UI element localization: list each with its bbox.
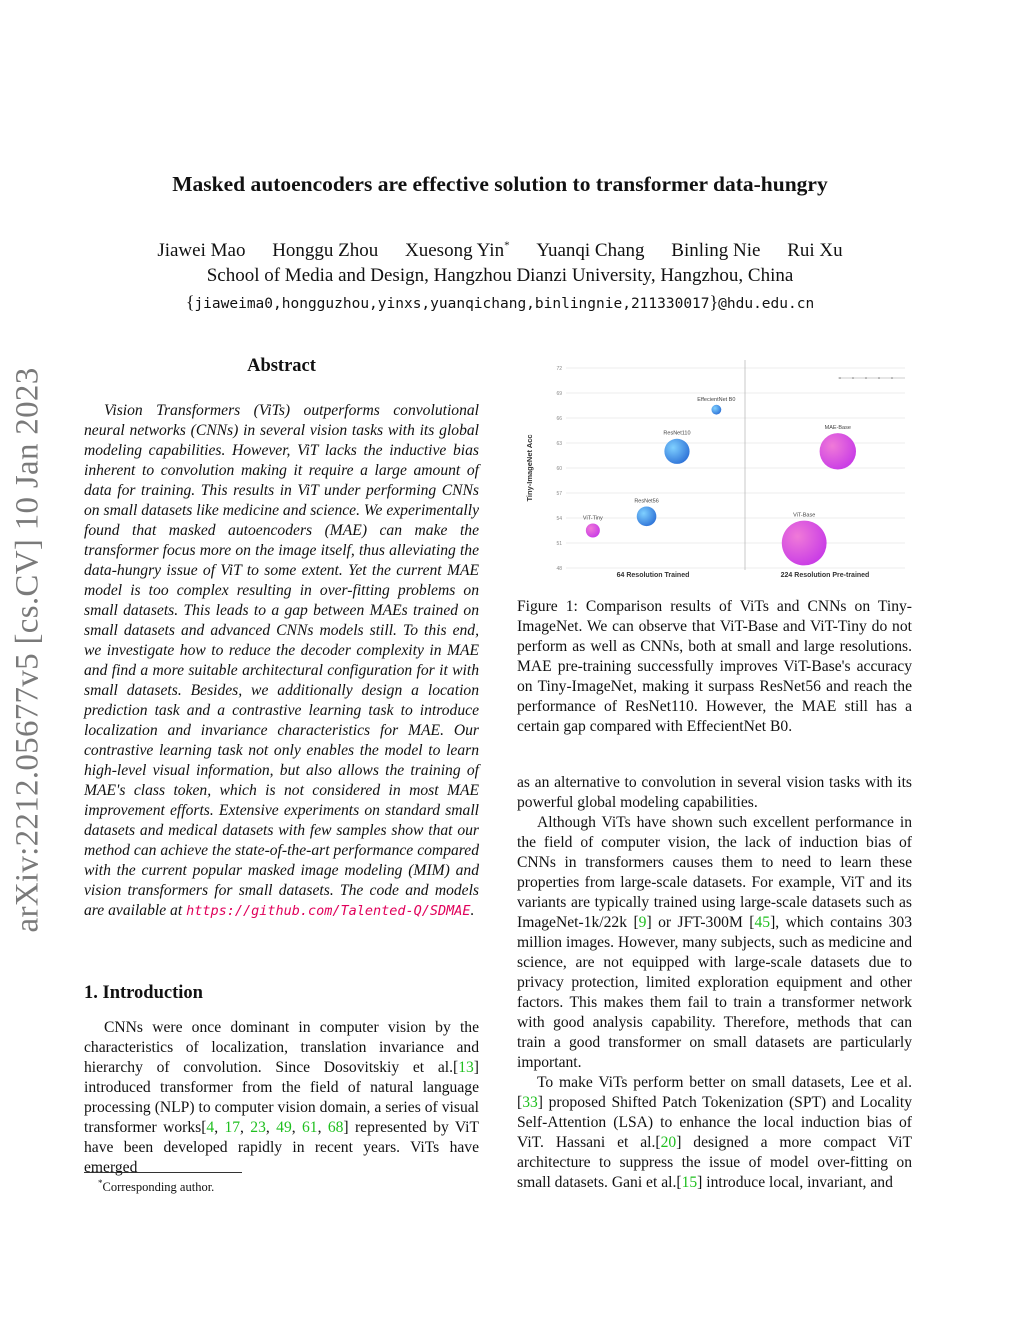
citation-link[interactable]: 15: [681, 1174, 698, 1191]
bubble-label: EffecientNet B0: [697, 396, 736, 403]
chart-gridlines: [566, 368, 905, 568]
author: Xuesong Yin*: [405, 240, 510, 262]
corresponding-mark: *: [504, 240, 510, 252]
y-tick-label: 72: [556, 366, 562, 372]
bubble-label: ResNet56: [634, 498, 659, 505]
chart-legend: [838, 377, 905, 379]
citation-link[interactable]: 45: [754, 914, 771, 931]
author: Jiawei Mao: [157, 240, 246, 262]
abstract-body: Vision Transformers (ViTs) outperforms convolutional neural networks (CNNs) in several vision tasks with its global modeling capabilities. However, ViT lacks the inductive bias inherent to convolution making it require a large amount of data for training. This results in ViT under performing CNNs on small datasets like medicine and science. We experimentally found that masked autoencoders (MAE) can make the transformer focus more on the image itself, thus alleviating the data-hungry issue of ViT to some extent. Yet the current MAE model is too complex resulting in over-fitting problems on small datasets. This leads to a gap between MAEs trained on small datasets and advanced CNNs models still. To this end, we investigate how to reduce the decoder complexity in MAE and find a more suitable architectural configuration for it with small datasets. Besides, we additionally design a location prediction task and a contrastive learning task to introduce localization and invariance characteristics for MAE. Our contrastive learning task not only enables the model to learn high-level visual information, but also allows the training of MAE's class token, which is not considered in most MAE improvement efforts. Extensive experiments on standard small datasets and medical datasets with few samples show that our method can achieve the state-of-the-art performance compared with the current popular masked image modeling (MIM) and vision transformers for small datasets. The code and models are available at https://github.com/Talented-Q/SDMAE.: [84, 402, 479, 919]
citation-link[interactable]: 49: [276, 1119, 292, 1136]
y-tick-label: 48: [556, 566, 562, 572]
y-axis-label: Tiny-ImageNet Acc: [525, 434, 534, 502]
citation-link[interactable]: 68: [327, 1119, 344, 1136]
citation-link[interactable]: 23: [250, 1119, 266, 1136]
bubble-resnet56: [637, 507, 657, 527]
y-tick-label: 66: [556, 416, 562, 422]
figure-caption: Figure 1: Comparison results of ViTs and CNNs on Tiny-ImageNet. We can observe that ViT-Base and ViT-Tiny do not perform as well as CNNs, both at small and large resolutions. MAE pre-training successfully improves ViT-Base's accuracy on Tiny-ImageNet, making it surpass ResNet56 and reach the performance of ResNet110. However, the MAE still has a certain gap compared with EffecientNet B0.: [517, 598, 912, 735]
bubble-vit-tiny: [586, 524, 600, 538]
citation-link[interactable]: 13: [458, 1059, 474, 1076]
paper-title: Masked autoencoders are effective solution to transformer data-hungry: [172, 172, 828, 196]
y-tick-label: 57: [556, 491, 562, 497]
bubble-label: MAE-Base: [824, 425, 851, 432]
citation-link[interactable]: 33: [522, 1094, 538, 1111]
bubble-vit-base: [782, 521, 827, 566]
y-tick-label: 54: [556, 516, 562, 522]
author: Honggu Zhou: [272, 240, 379, 262]
arxiv-sidebar-id: arXiv:2212.05677v5 [cs.CV] 10 Jan 2023: [9, 367, 46, 933]
author: Yuanqi Chang: [536, 240, 645, 262]
bubble-label: ViT-Base: [793, 512, 816, 519]
introduction-body: CNNs were once dominant in computer vision by the characteristics of localization, translation invariance and hierarchy of convolution. Since Dosovitskiy et al.[13] introduced transformer from the field of natural language processing (NLP) to computer vision domain, a series of visual transformer works[4, 17, 23, 49, 61, 68] represented by ViT have been developed rapidly in recent years. ViTs have emerged: [84, 1019, 480, 1176]
figure-1-bubble-chart: [520, 360, 915, 582]
citation-link[interactable]: 17: [224, 1119, 241, 1136]
y-tick-label: 51: [556, 541, 562, 547]
section-heading-introduction: 1. Introduction: [84, 983, 203, 1003]
author: Rui Xu: [787, 240, 843, 262]
y-tick-label: 63: [556, 441, 562, 447]
x-group-label: 224 Resolution Pre-trained: [780, 572, 870, 579]
bubble-effecientnet-b0: [711, 405, 721, 415]
y-tick-label: 60: [556, 466, 562, 472]
citation-link[interactable]: 4: [206, 1119, 215, 1136]
bubble-resnet110: [664, 439, 689, 464]
affiliation: School of Media and Design, Hangzhou Dianzi University, Hangzhou, China: [206, 265, 794, 286]
footnote-rule: [84, 1172, 242, 1173]
citation-link[interactable]: 20: [660, 1134, 677, 1151]
y-tick-label: 69: [556, 391, 562, 397]
x-group-label: 64 Resolution Trained: [616, 572, 690, 579]
author-list: [0, 240, 1000, 262]
bubble-mae-base: [820, 433, 856, 469]
citation-link[interactable]: 61: [301, 1119, 318, 1136]
right-column-body: as an alternative to convolution in several vision tasks with its powerful global modeling capabilities. Although ViTs have shown such excellent performance in the field of computer vision, the lack of induction bias of CNNs in transformers causes them to need to learn these properties from large-scale datasets. For example, ViT and its variants are typically trained using large-scale datasets such as ImageNet-1k/22k [9] or JFT-300M [45], which contains 303 million images. However, many subjects, such as medicine and science, are not equipped with large-scale datasets due to privacy protection, limited exploration equipment and other factors. This makes them fail to train a transformer network with good analysis capability. Therefore, methods that can train a good transformer on small datasets are particularly important. To make ViTs perform better on small datasets, Lee et al.[33] proposed Shifted Patch Tokenization (SPT) and Locality Self-Attention (LSA) to enhance the local induction bias of ViT. Hassani et al.[20] designed a more compact ViT architecture to suppress the issue of model over-fitting on small datasets. Gani et al.[15] introduce local, invariant, and: [517, 774, 912, 1191]
code-link[interactable]: https://github.com/Talented-Q/SDMAE: [186, 903, 471, 919]
footnote: *Corresponding author.: [98, 1178, 215, 1195]
author: Binling Nie: [671, 240, 761, 262]
email-line: {jiaweima0,hongguzhou,yinxs,yuanqichang,binlingnie,211330017}@hdu.edu.cn: [185, 292, 815, 312]
bubble-label: ResNet110: [663, 430, 691, 437]
abstract-heading: Abstract: [247, 356, 316, 376]
bubble-label: ViT-Tiny: [582, 515, 603, 522]
citation-link[interactable]: 9: [638, 914, 647, 931]
